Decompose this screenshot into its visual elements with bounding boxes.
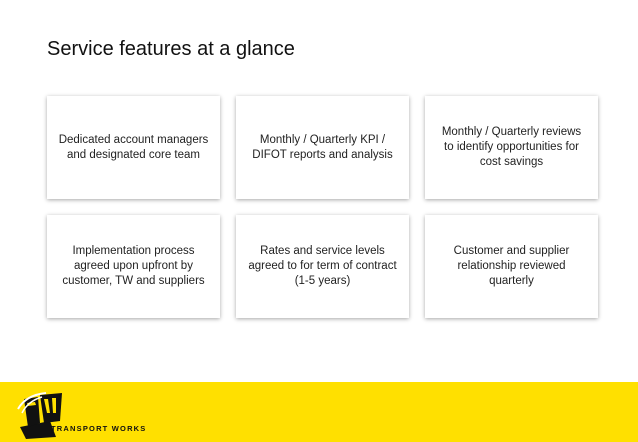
feature-card-text: Monthly / Quarterly KPI / DIFOT reports and analysis	[252, 133, 393, 161]
feature-card-reviews	[425, 96, 598, 199]
slide-title: Service features at a glance	[47, 38, 295, 60]
feature-card-text: Customer and supplier relationship reviewed quarterly	[453, 245, 570, 287]
feature-card-relationship	[425, 215, 598, 318]
feature-card-implementation	[47, 215, 220, 318]
brand-name: TRANSPORT WORKS	[51, 424, 147, 433]
feature-card-kpi-reports	[236, 96, 409, 199]
feature-card-rates	[236, 215, 409, 318]
feature-card-text: Dedicated account managers and designated core team	[58, 133, 209, 161]
feature-card-text: Rates and service levels agreed to for term of contract (1-5 years)	[248, 245, 397, 287]
feature-card-account-managers	[47, 96, 220, 199]
feature-card-text: Implementation process agreed upon upfront by customer, TW and suppliers	[62, 245, 205, 287]
feature-card-text: Monthly / Quarterly reviews to identify opportunities for cost savings	[441, 126, 582, 168]
